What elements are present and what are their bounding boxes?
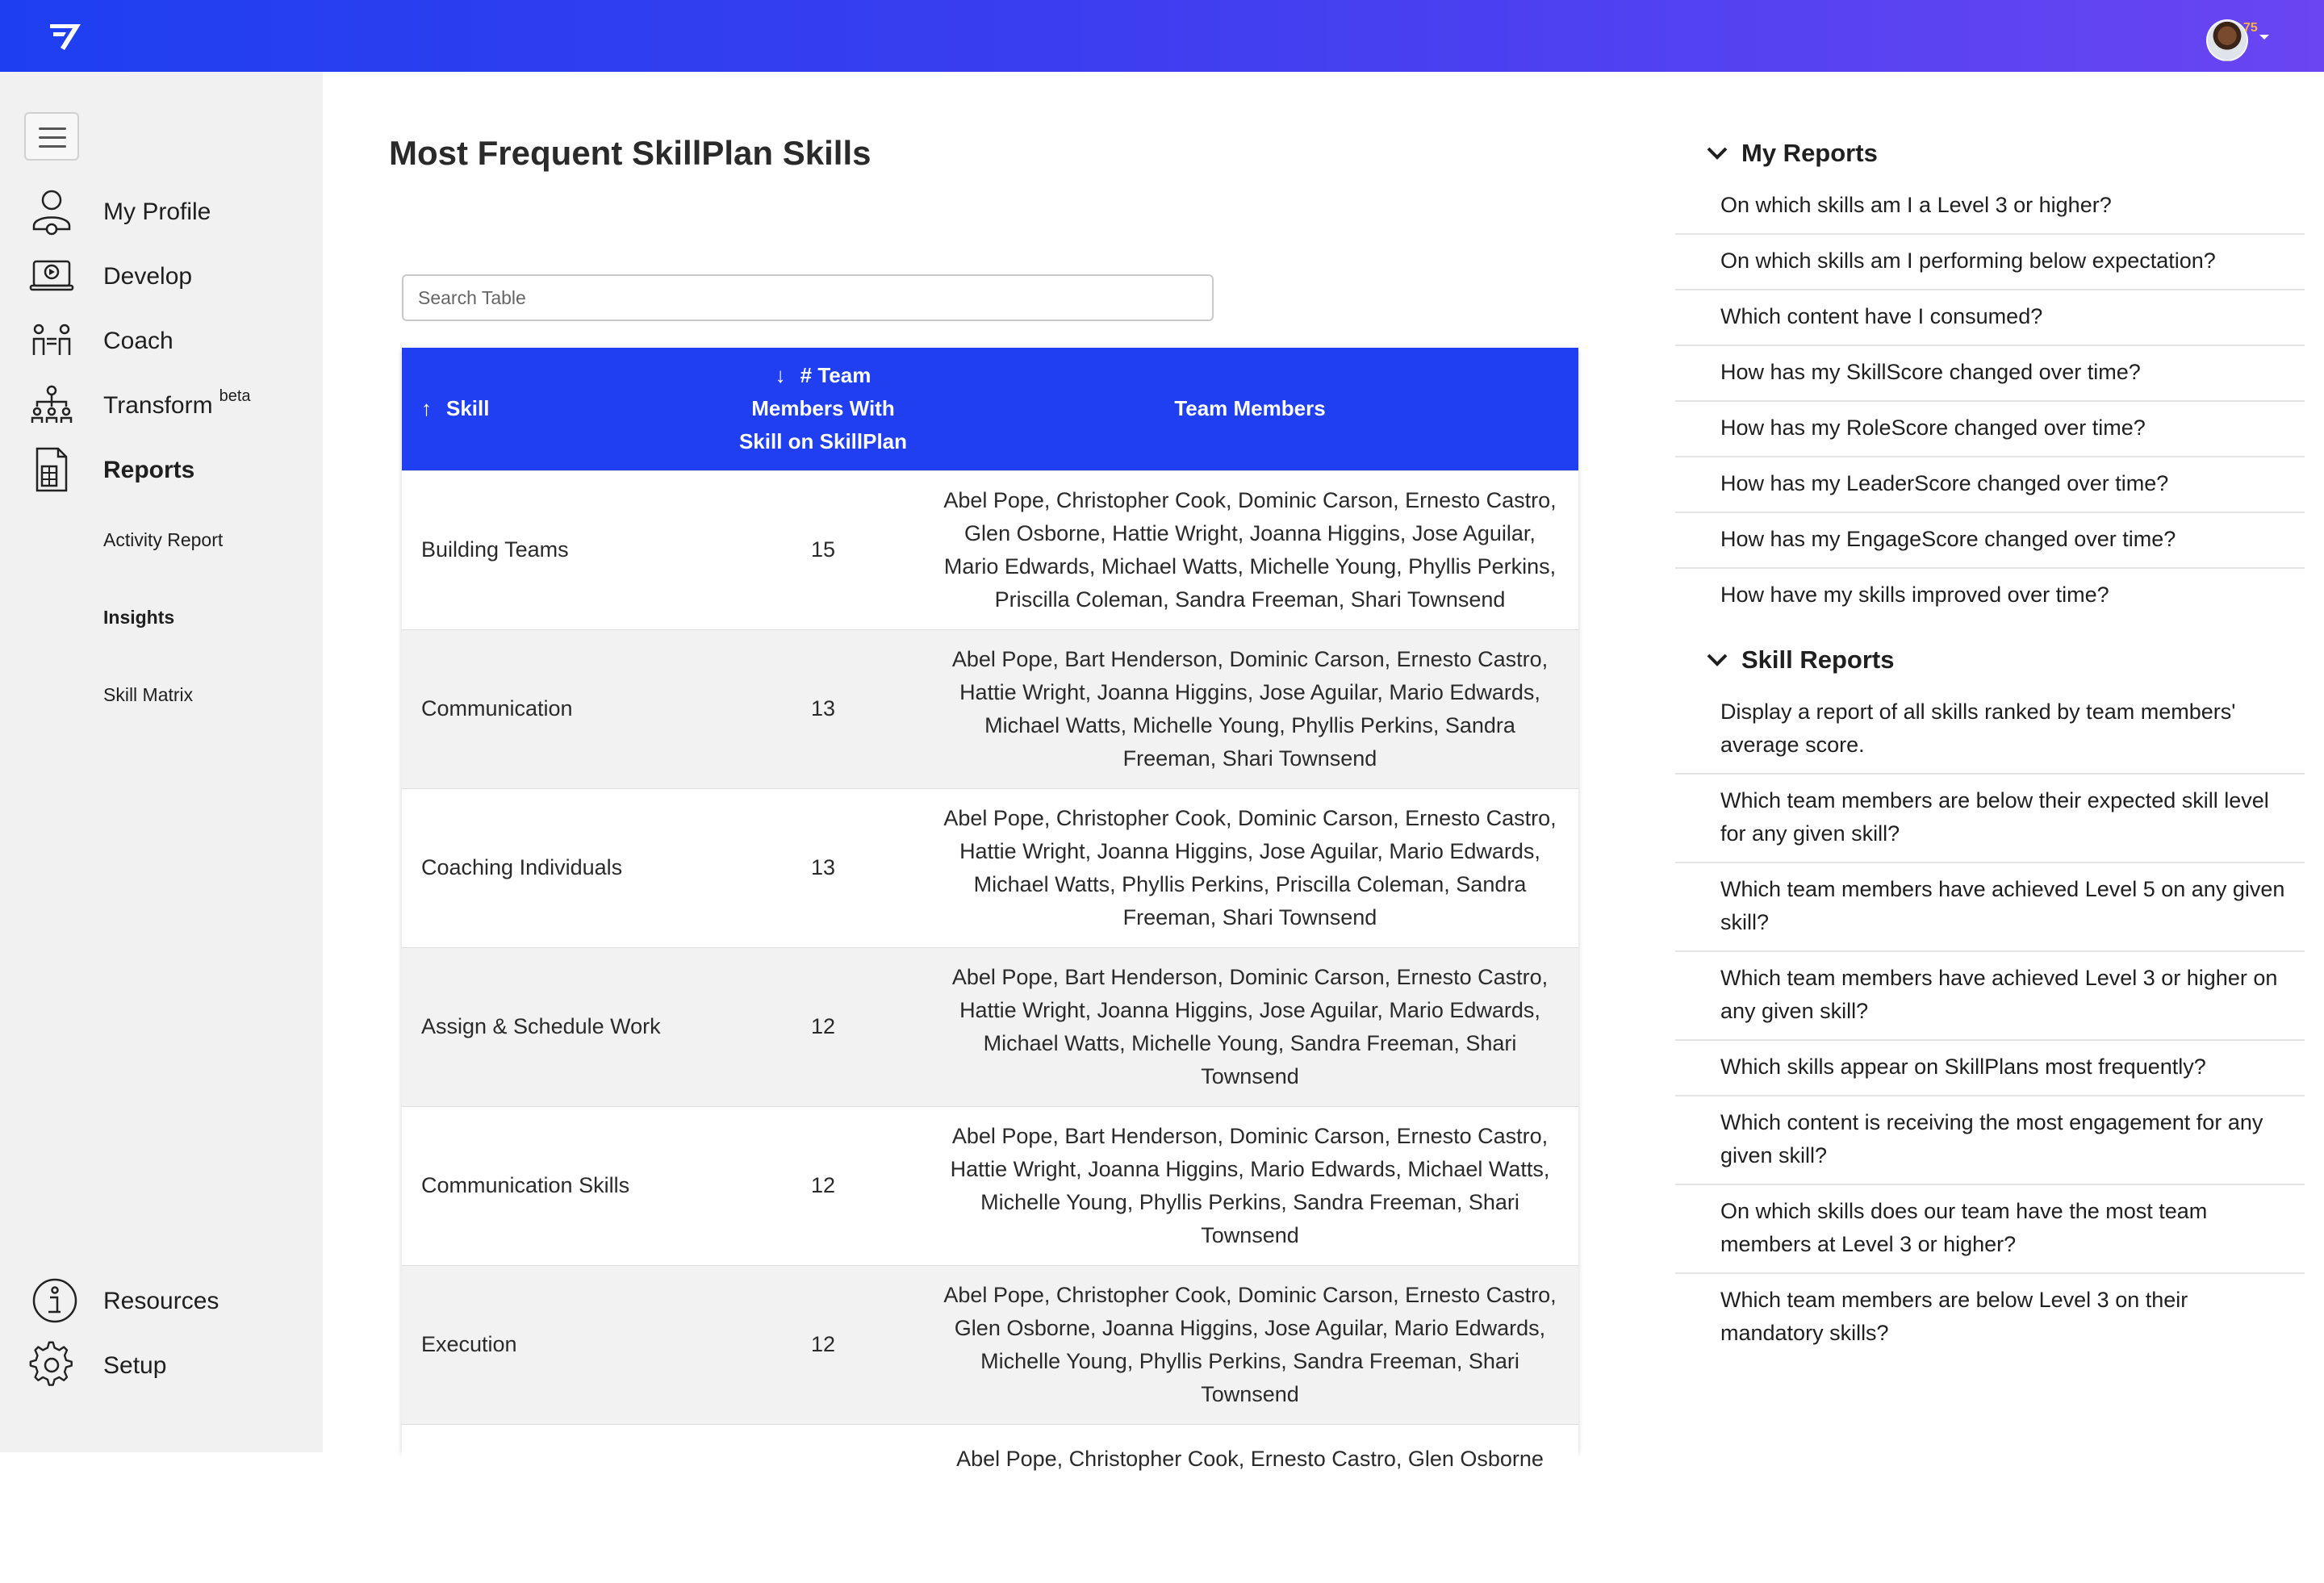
hamburger-icon — [39, 127, 66, 130]
table-row — [402, 1265, 1578, 1424]
nav-reports[interactable] — [29, 444, 311, 495]
nav-label — [103, 387, 251, 420]
report-link[interactable]: On which skills am I a Level 3 or higher? — [1675, 179, 2305, 235]
nav-my-profile[interactable] — [29, 186, 311, 237]
avatar[interactable] — [2206, 19, 2248, 61]
sidebar-item-activity-report[interactable]: Activity Report — [103, 529, 224, 550]
report-link[interactable]: Which content is receiving the most engagement for any given skill? — [1675, 1096, 2305, 1185]
transform-icon — [29, 379, 74, 431]
user-menu[interactable] — [2206, 19, 2271, 61]
report-link[interactable]: How has my SkillScore changed over time? — [1675, 346, 2305, 402]
sidebar-item-skill-matrix[interactable]: Skill Matrix — [103, 684, 194, 705]
section-spacer — [1675, 623, 2305, 636]
nav-transform[interactable] — [29, 379, 311, 431]
cell-members: Abel Pope, Christopher Cook, Dominic Carson, Ernesto Castro, Hattie Wright, Joanna Higgins, Jose Aguilar, Mario Edwards, Michael Watts, Phyllis Perkins, Priscilla Coleman, Sandra Freeman, Shari Townsend — [943, 805, 1557, 929]
cell-skill: Coaching Individuals — [421, 855, 623, 879]
nav-label-text: Transform — [103, 392, 213, 419]
my-reports-header[interactable] — [1675, 129, 2305, 179]
section-title: My Reports — [1741, 139, 1878, 167]
skill-reports-header[interactable] — [1675, 636, 2305, 686]
reports-icon — [29, 444, 74, 495]
avatar-badge: 75 — [2243, 21, 2258, 35]
sort-down-icon: ↓ — [775, 363, 786, 388]
page-title: Most Frequent SkillPlan Skills — [389, 134, 872, 172]
coach-icon — [29, 315, 74, 366]
cell-count: 12 — [810, 1014, 836, 1038]
reports-panel — [1675, 129, 2305, 1361]
cell-members: Abel Pope, Bart Henderson, Dominic Carson, Ernesto Castro, Hattie Wright, Joanna Higgins, Jose Aguilar, Mario Edwards, Michael Watts, Michelle Young, Phyllis Perkins, Sandra Freeman, Shari Townsend — [951, 646, 1549, 771]
cell-skill: Execution — [421, 1332, 517, 1356]
report-link[interactable]: Which team members are below their expected skill level for any given skill? — [1675, 775, 2305, 863]
chevron-down-icon[interactable] — [2258, 31, 2271, 44]
nav-label: Coach — [103, 328, 173, 354]
nav-develop[interactable] — [29, 250, 311, 302]
table-row — [402, 788, 1578, 947]
cell-skill: Communication Skills — [421, 1173, 630, 1197]
beta-badge: beta — [219, 387, 251, 405]
sidebar-item-insights[interactable]: Insights — [103, 607, 175, 628]
nav-setup[interactable] — [29, 1339, 311, 1391]
cell-skill — [402, 1424, 725, 1583]
develop-icon — [29, 250, 74, 302]
cell-count: 13 — [810, 696, 836, 720]
section-title: Skill Reports — [1741, 645, 1895, 674]
sort-up-icon: ↑ — [421, 396, 432, 421]
brand-logo-icon[interactable] — [47, 21, 84, 53]
report-link[interactable]: How have my skills improved over time? — [1720, 583, 2109, 607]
report-link[interactable]: How has my RoleScore changed over time? — [1675, 402, 2305, 457]
hamburger-line — [39, 136, 66, 139]
table-row — [402, 1424, 1578, 1583]
cell-count: 13 — [810, 855, 836, 879]
column-header-members[interactable] — [922, 348, 1578, 470]
menu-toggle-button[interactable] — [24, 112, 79, 161]
header-label: Team Members — [1174, 396, 1326, 421]
nav-label: Develop — [103, 263, 193, 290]
info-icon — [29, 1275, 74, 1326]
cell-count: 12 — [810, 1173, 836, 1197]
report-link[interactable]: Which skills appear on SkillPlans most frequently? — [1675, 1041, 2305, 1096]
nav-coach[interactable] — [29, 315, 311, 366]
chevron-down-icon — [1706, 145, 1728, 161]
top-bar — [0, 0, 2324, 72]
cell-skill: Communication — [421, 696, 573, 720]
report-link[interactable]: Which content have I consumed? — [1675, 290, 2305, 346]
nav-label: Setup — [103, 1352, 167, 1379]
column-header-skill[interactable] — [402, 348, 725, 470]
cell-count: 12 — [810, 1332, 836, 1356]
cell-skill: Building Teams — [421, 537, 569, 562]
cell-members: Abel Pope, Bart Henderson, Dominic Carson, Ernesto Castro, Hattie Wright, Joanna Higgins, Jose Aguilar, Mario Edwards, Michael Watts, Michelle Young, Sandra Freeman, Shari Townsend — [951, 964, 1549, 1088]
table-row — [402, 1106, 1578, 1265]
cell-skill: Assign & Schedule Work — [421, 1014, 661, 1038]
report-link[interactable]: On which skills does our team have the most team members at Level 3 or higher? — [1675, 1185, 2305, 1274]
table-row — [402, 470, 1578, 629]
report-link[interactable]: Which team members have achieved Level 5 on any given skill? — [1675, 863, 2305, 952]
cell-count — [725, 1424, 922, 1583]
table-row — [402, 629, 1578, 788]
cell-members: Abel Pope, Christopher Cook, Ernesto Castro, Glen Osborne — [956, 1446, 1544, 1471]
header-label: # Team Members With Skill on SkillPlan — [738, 363, 908, 454]
report-link[interactable]: Display a report of all skills ranked by team members' average score. — [1675, 686, 2305, 775]
nav-label: Resources — [103, 1288, 219, 1314]
report-link[interactable]: Which team members are below Level 3 on their mandatory skills? — [1720, 1288, 2188, 1345]
cell-members: Abel Pope, Christopher Cook, Dominic Carson, Ernesto Castro, Glen Osborne, Joanna Higgins, Jose Aguilar, Mario Edwards, Michelle Young, Phyllis Perkins, Sandra Freeman, Shari Townsend — [943, 1282, 1557, 1406]
nav-resources[interactable] — [29, 1275, 311, 1326]
report-link[interactable]: Which team members have achieved Level 3 or higher on any given skill? — [1675, 952, 2305, 1041]
gear-icon — [29, 1339, 74, 1391]
header-label: Skill — [446, 396, 490, 421]
report-link[interactable]: How has my EngageScore changed over time? — [1675, 513, 2305, 569]
search-input[interactable] — [402, 274, 1214, 321]
cell-count: 15 — [810, 537, 836, 562]
cell-members: Abel Pope, Christopher Cook, Dominic Carson, Ernesto Castro, Glen Osborne, Hattie Wright, Joanna Higgins, Jose Aguilar, Mario Edwards, Michael Watts, Michelle Young, Phyllis Perkins, Priscilla Coleman, Sandra Freeman, Shari Townsend — [943, 487, 1557, 612]
report-link[interactable]: How has my LeaderScore changed over time? — [1675, 457, 2305, 513]
column-header-count[interactable] — [725, 348, 922, 470]
nav-label: My Profile — [103, 198, 211, 225]
report-link[interactable]: On which skills am I performing below expectation? — [1675, 235, 2305, 290]
cell-members: Abel Pope, Bart Henderson, Dominic Carson, Ernesto Castro, Hattie Wright, Joanna Higgins, Mario Edwards, Michael Watts, Michelle Young, Phyllis Perkins, Sandra Freeman, Shari Townsend — [950, 1123, 1550, 1247]
chevron-down-icon — [1706, 652, 1728, 668]
nav-label: Reports — [103, 457, 195, 483]
table-row — [402, 947, 1578, 1106]
hamburger-line — [39, 145, 66, 148]
skills-table — [402, 348, 1578, 1471]
profile-icon — [29, 186, 74, 237]
table-header-row — [402, 348, 1578, 470]
